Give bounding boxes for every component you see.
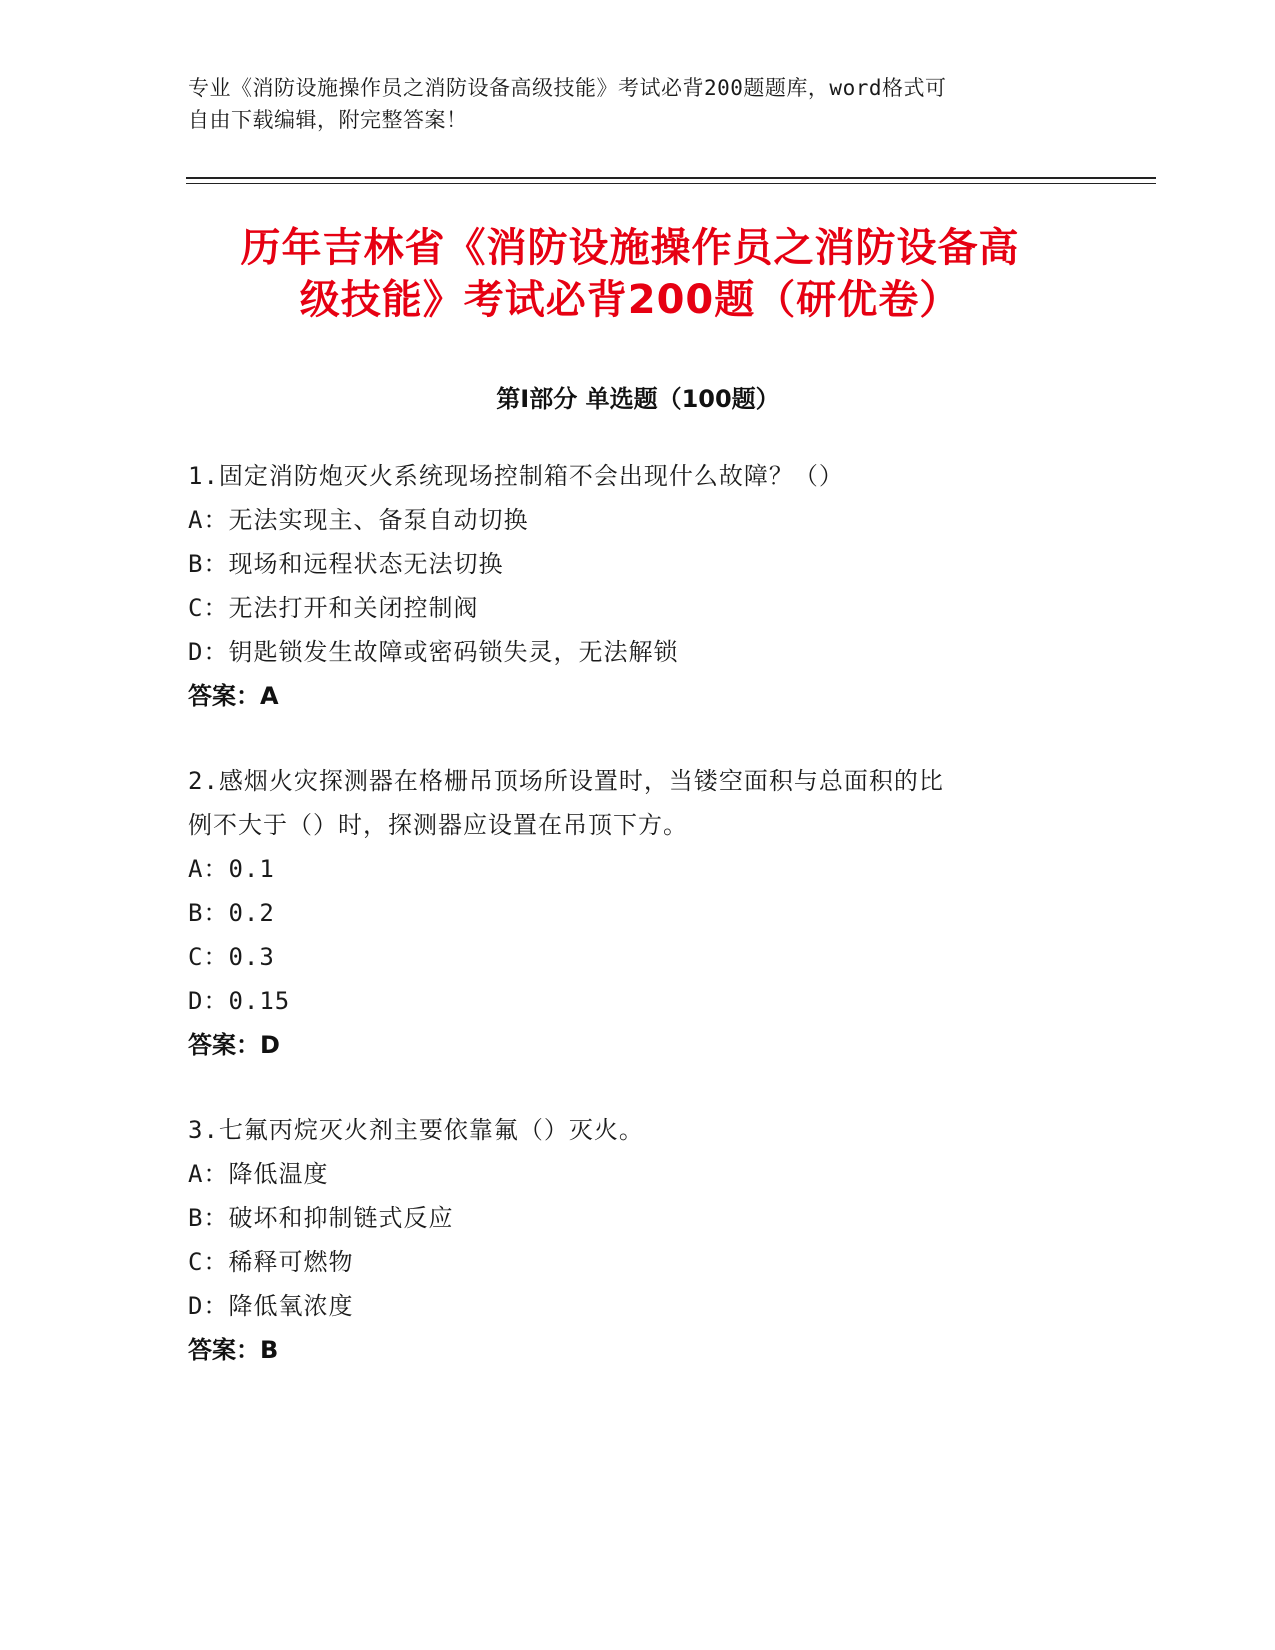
question-3-option-d: D：降低氧浓度 [188,1292,354,1320]
question-2-option-a: A：0.1 [188,855,275,883]
header-note [188,72,1058,136]
question-1-option-a: A：无法实现主、备泵自动切换 [188,506,529,534]
question-3-option-b: B：破坏和抑制链式反应 [188,1204,454,1232]
question-1-option-d: D：钥匙锁发生故障或密码锁失灵，无法解锁 [188,638,679,666]
header-note-line-2: 自由下载编辑，附完整答案！ [188,108,468,132]
question-3-answer: 答案：B [188,1336,279,1364]
document-title [180,222,1080,326]
document-title-line-1: 历年吉林省《消防设施操作员之消防设备高 [240,225,1020,271]
question-1-option-c: C：无法打开和关闭控制阀 [188,594,479,622]
header-divider-thin [186,183,1156,184]
document-title-line-2: 级技能》考试必背200题（研优卷） [299,277,961,323]
header-divider-thick [186,177,1156,179]
question-2-option-c: C：0.3 [188,943,275,971]
question-3-option-c: C：稀释可燃物 [188,1248,354,1276]
question-1-option-b: B：现场和远程状态无法切换 [188,550,504,578]
question-3-stem: 3.七氟丙烷灭火剂主要依靠氟（）灭火。 [188,1116,644,1144]
question-2-stem-line-2: 例不大于（）时，探测器应设置在吊顶下方。 [188,811,688,839]
question-2-option-d: D：0.15 [188,987,291,1015]
question-2-answer: 答案：D [188,1031,280,1059]
header-note-line-1: 专业《消防设施操作员之消防设备高级技能》考试必背200题题库，word格式可 [188,76,947,100]
question-2-stem-line-1: 2.感烟火灾探测器在格栅吊顶场所设置时，当镂空面积与总面积的比 [188,767,944,795]
section-heading: 第I部分 单选题（100题） [496,385,780,413]
question-1-answer: 答案：A [188,682,279,710]
question-3-option-a: A：降低温度 [188,1160,329,1188]
question-1-stem: 1.固定消防炮灭火系统现场控制箱不会出现什么故障？（） [188,462,844,490]
question-2-option-b: B：0.2 [188,899,275,927]
